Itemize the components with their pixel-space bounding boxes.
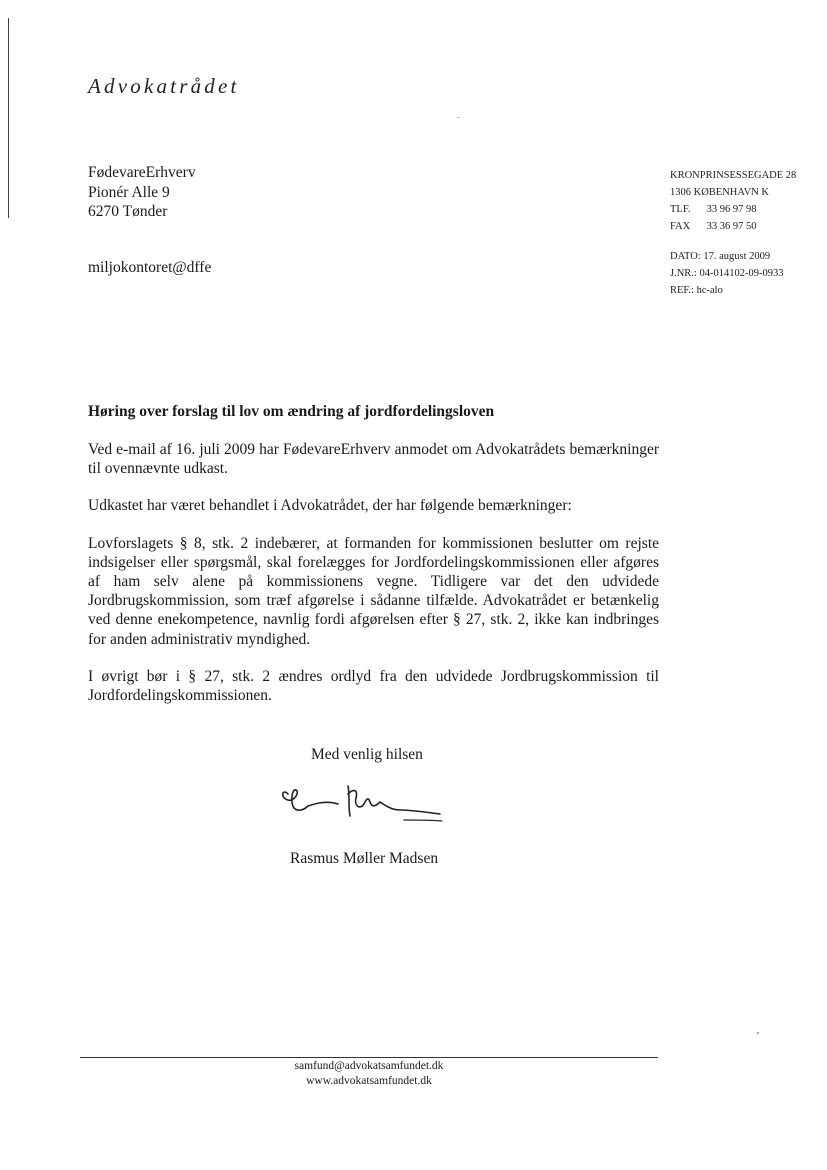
letter-body bbox=[88, 440, 659, 723]
sender-city: 1306 KØBENHAVN K bbox=[670, 187, 769, 198]
handwritten-signature bbox=[278, 780, 448, 828]
scan-speck bbox=[457, 117, 460, 118]
body-paragraph: Udkastet har været behandlet i Advokatrådet, der har følgende bemærkninger: bbox=[88, 497, 572, 515]
recipient-address bbox=[88, 163, 196, 222]
journal-number bbox=[670, 265, 796, 282]
letterhead-logo: Advokatrådet bbox=[88, 74, 240, 98]
letter-subject: Høring over forslag til lov om ændring af jordfordelingsloven bbox=[88, 403, 495, 420]
phone-label: TLF. bbox=[670, 204, 691, 215]
sender-phone bbox=[670, 201, 796, 218]
footer-email: samfund@advokatsamfundet.dk bbox=[294, 1060, 444, 1072]
body-paragraph: I øvrigt bør i § 27, stk. 2 ændres ordlyd fra den udvidede Jordbrugskommission til Jordfordelingskommissionen. bbox=[88, 667, 659, 705]
footer bbox=[80, 1059, 658, 1089]
ref-value: hc-alo bbox=[696, 285, 723, 296]
closing-salutation: Med venlig hilsen bbox=[311, 746, 423, 763]
sender-fax bbox=[670, 218, 796, 235]
letter-date bbox=[670, 248, 796, 265]
left-margin-rule bbox=[8, 18, 9, 218]
jnr-value: 04-014102-09-0933 bbox=[699, 268, 784, 279]
date-value: 17. august 2009 bbox=[703, 251, 771, 262]
recipient-name: FødevareErhverv bbox=[88, 164, 196, 181]
date-label: DATO: bbox=[670, 251, 701, 262]
signer-name: Rasmus Møller Madsen bbox=[290, 850, 439, 867]
scan-speck bbox=[757, 1032, 759, 1034]
sender-info-block bbox=[670, 167, 796, 299]
ref-label: REF.: bbox=[670, 285, 694, 296]
jnr-label: J.NR.: bbox=[670, 268, 697, 279]
fax-value: 33 36 97 50 bbox=[706, 221, 757, 232]
recipient-street: Pionér Alle 9 bbox=[88, 183, 170, 201]
fax-label: FAX bbox=[670, 221, 691, 232]
phone-value: 33 96 97 98 bbox=[706, 204, 757, 215]
recipient-email: miljokontoret@dffe bbox=[88, 259, 212, 276]
body-paragraph: Ved e-mail af 16. juli 2009 har FødevareErhverv anmodet om Advokatrådets bemærkninger til ovennævnte udkast. bbox=[88, 441, 659, 478]
footer-divider bbox=[80, 1057, 658, 1058]
sender-street: KRONPRINSESSEGADE 28 bbox=[670, 170, 797, 181]
body-paragraph: Lovforslagets § 8, stk. 2 indebærer, at formanden for kommissionen beslutter om rejste indsigelser eller spørgsmål, skal forelægges for Jordfordelingskommissionen eller afgøres af ham selv alene på kommissionens vegne. Tidligere var det den udvidede Jordbrugskommission, som træf afgørelse i sådanne tilfælde. Advokatrådet er betænkelig ved denne enekompetence, navnlig fordi afgørelsen efter § 27, stk. 2, ikke kan indbringes for anden administrativ myndighed. bbox=[88, 534, 659, 648]
recipient-city: 6270 Tønder bbox=[88, 203, 168, 220]
reference bbox=[670, 282, 796, 299]
footer-website: www.advokatsamfundet.dk bbox=[306, 1075, 432, 1087]
